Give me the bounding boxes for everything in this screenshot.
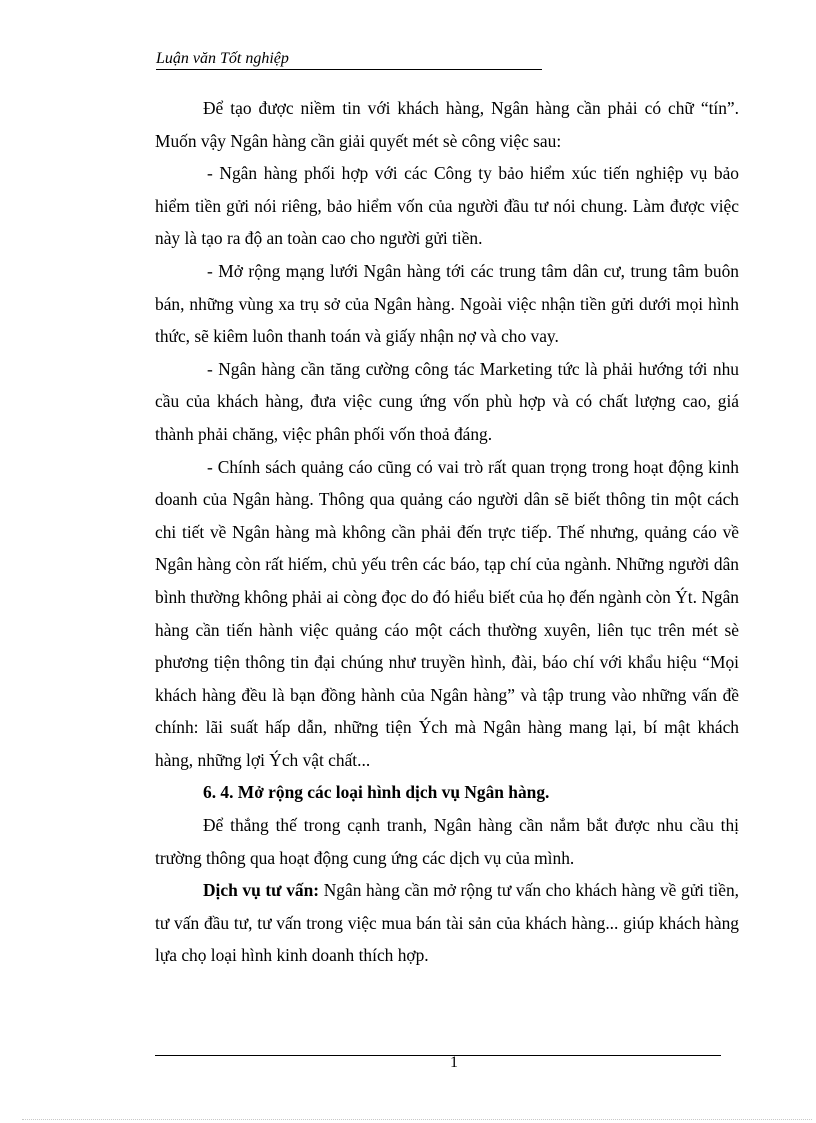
list-item-insurance: - Ngân hàng phối hợp với các Công ty bảo hiểm xúc tiến nghiệp vụ bảo hiểm tiền gửi nói riêng, bảo hiểm vốn của người đầu tư nói chung. Làm được việc này là tạo ra độ an toàn cao cho người gửi tiền. bbox=[155, 163, 739, 249]
document-body bbox=[155, 92, 739, 972]
list-item-network: - Mở rộng mạng lưới Ngân hàng tới các trung tâm dân cư, trung tâm buôn bán, những vùng xa trụ sở của Ngân hàng. Ngoài việc nhận tiền gửi dưới mọi hình thức, sẽ kiêm luôn thanh toán và giấy nhận nợ và cho vay. bbox=[155, 260, 739, 347]
competition-paragraph: Để thắng thế trong cạnh tranh, Ngân hàng cần nắm bắt được nhu cầu thị trường thông qua hoạt động cung ứng các dịch vụ của mình. bbox=[155, 815, 739, 868]
document-header: Luận văn Tốt nghiệp bbox=[156, 50, 542, 70]
section-heading: 6. 4. Mở rộng các loại hình dịch vụ Ngân hàng. bbox=[203, 782, 550, 803]
consulting-label: Dịch vụ tư vấn: bbox=[203, 880, 320, 901]
intro-paragraph: Để tạo được niềm tin với khách hàng, Ngân hàng cần phải có chữ “tín”. Muốn vậy Ngân hàng cần giải quyết mét sè công việc sau: bbox=[155, 98, 739, 151]
list-item-marketing: - Ngân hàng cần tăng cường công tác Marketing tức là phải hướng tới nhu cầu của khách hàng, đưa việc cung ứng vốn phù hợp và có chất lượng cao, giá thành phải chăng, việc phân phối vốn thoả đáng. bbox=[155, 358, 739, 444]
page-edge-dotted-line bbox=[22, 1119, 812, 1120]
list-item-advertising: - Chính sách quảng cáo cũng có vai trò rất quan trọng trong hoạt động kinh doanh của Ngân hàng. Thông qua quảng cáo người dân sẽ biết thông tin một cách chi tiết về Ngân hàng mà không cần phải đến trực tiếp. Thế nhưng, quảng cáo về Ngân hàng còn rất hiếm, chủ yếu trên các báo, tạp chí của ngành. Những người dân bình thường không phải ai còng đọc do đó hiểu biết của họ đến ngành còn Ýt. Ngân hàng cần tiến hành việc quảng cáo một cách thường xuyên, liên tục trên mét sè phương tiện thông tin đại chúng như truyền hình, đài, báo chí với khẩu hiệu “Mọi khách hàng đều là bạn đồng hành của Ngân hàng” và tập trung vào những vấn đề chính: lãi suất hấp dẫn, những tiện Ých mà Ngân hàng mang lại, bí mật khách hàng, những lợi Ých vật chất... bbox=[155, 456, 739, 770]
page-number: 1 bbox=[450, 1054, 458, 1071]
footer-divider bbox=[155, 1055, 721, 1056]
consulting-text: Ngân hàng cần mở rộng tư vấn cho khách hàng về gửi tiền, tư vấn đầu tư, tư vấn trong việc mua bán tài sản của khách hàng... giúp khách hàng lựa chọ loại hình kinh doanh thích hợp. bbox=[155, 880, 739, 966]
consulting-paragraph bbox=[155, 874, 739, 972]
